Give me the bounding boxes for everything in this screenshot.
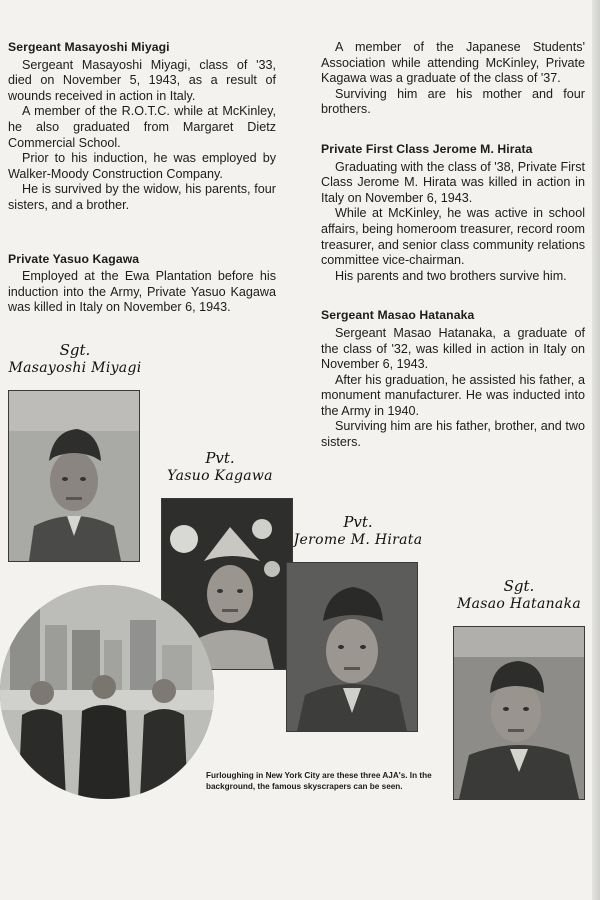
- obituary-hirata: [321, 142, 585, 284]
- paragraph: Sergeant Masayoshi Miyagi, class of '33, died on November 5, 1943, as a result of wounds received in action in Italy.: [8, 57, 276, 103]
- label-kagawa: [150, 450, 290, 485]
- heading-hatanaka: Sergeant Masao Hatanaka: [321, 308, 475, 323]
- paragraph: After his graduation, he assisted his father, a monument manufacturer. He was inducted into the Army in 1940.: [321, 372, 585, 418]
- name-hatanaka: Masao Hatanaka: [456, 596, 581, 612]
- rank-hirata: Pvt.: [343, 513, 373, 531]
- name-miyagi: Masayoshi Miyagi: [8, 360, 142, 376]
- obituary-hatanaka: [321, 308, 585, 450]
- rank-kagawa: Pvt.: [205, 449, 235, 467]
- paragraph: Graduating with the class of '38, Private First Class Jerome M. Hirata was killed in action in Italy on November 6, 1943.: [321, 159, 585, 205]
- obituary-miyagi: [8, 40, 276, 214]
- heading-kagawa: Private Yasuo Kagawa: [8, 251, 140, 266]
- heading-hirata: Private First Class Jerome M. Hirata: [321, 141, 533, 156]
- rank-hatanaka: Sgt.: [503, 577, 535, 595]
- rank-miyagi: Sgt.: [59, 341, 91, 359]
- paragraph: A member of the R.O.T.C. while at McKinley, he also graduated from Margaret Dietz Commercial School.: [8, 104, 276, 150]
- label-miyagi: [0, 342, 150, 377]
- label-hatanaka: [444, 578, 594, 613]
- right-column: [321, 40, 585, 475]
- heading-miyagi: Sergeant Masayoshi Miyagi: [8, 40, 170, 54]
- paragraph: Prior to his induction, he was employed by Walker-Moody Construction Company.: [8, 151, 276, 181]
- paragraph: Employed at the Ewa Plantation before his induction into the Army, Private Yasuo Kagawa was killed in Italy on November 6, 1943.: [8, 269, 276, 315]
- group-photo-caption: Furloughing in New York City are these three AJA's. In the background, the famous skyscrapers can be seen.: [206, 771, 432, 791]
- page-edge: [592, 0, 600, 900]
- group-photo-new-york: [0, 585, 214, 799]
- portrait-miyagi: [8, 390, 140, 562]
- obituary-kagawa-continued: [321, 40, 585, 118]
- paragraph: Surviving him are his father, brother, and two sisters.: [321, 419, 585, 450]
- paragraph: While at McKinley, he was active in school affairs, being homeroom treasurer, record room treasurer, and senior class community relations committee vice-chairman.: [321, 206, 585, 268]
- portrait-hirata: [286, 562, 418, 732]
- paragraph: Surviving him are his mother and four brothers.: [321, 86, 585, 117]
- name-kagawa: Yasuo Kagawa: [167, 468, 273, 484]
- obituary-kagawa: [8, 252, 276, 316]
- name-hirata: Jerome M. Hirata: [293, 532, 423, 548]
- paragraph: His parents and two brothers survive him.: [335, 268, 567, 283]
- label-hirata: [288, 514, 428, 549]
- paragraph: A member of the Japanese Students' Association while attending McKinley, Private Kagawa was a graduate of the class of '37.: [321, 40, 585, 86]
- portrait-hatanaka: [453, 626, 585, 800]
- left-column: [8, 40, 276, 340]
- paragraph: Sergeant Masao Hatanaka, a graduate of the class of '32, was killed in action in Italy on November 6, 1943.: [321, 325, 585, 372]
- paragraph: He is survived by the widow, his parents, four sisters, and a brother.: [8, 182, 276, 212]
